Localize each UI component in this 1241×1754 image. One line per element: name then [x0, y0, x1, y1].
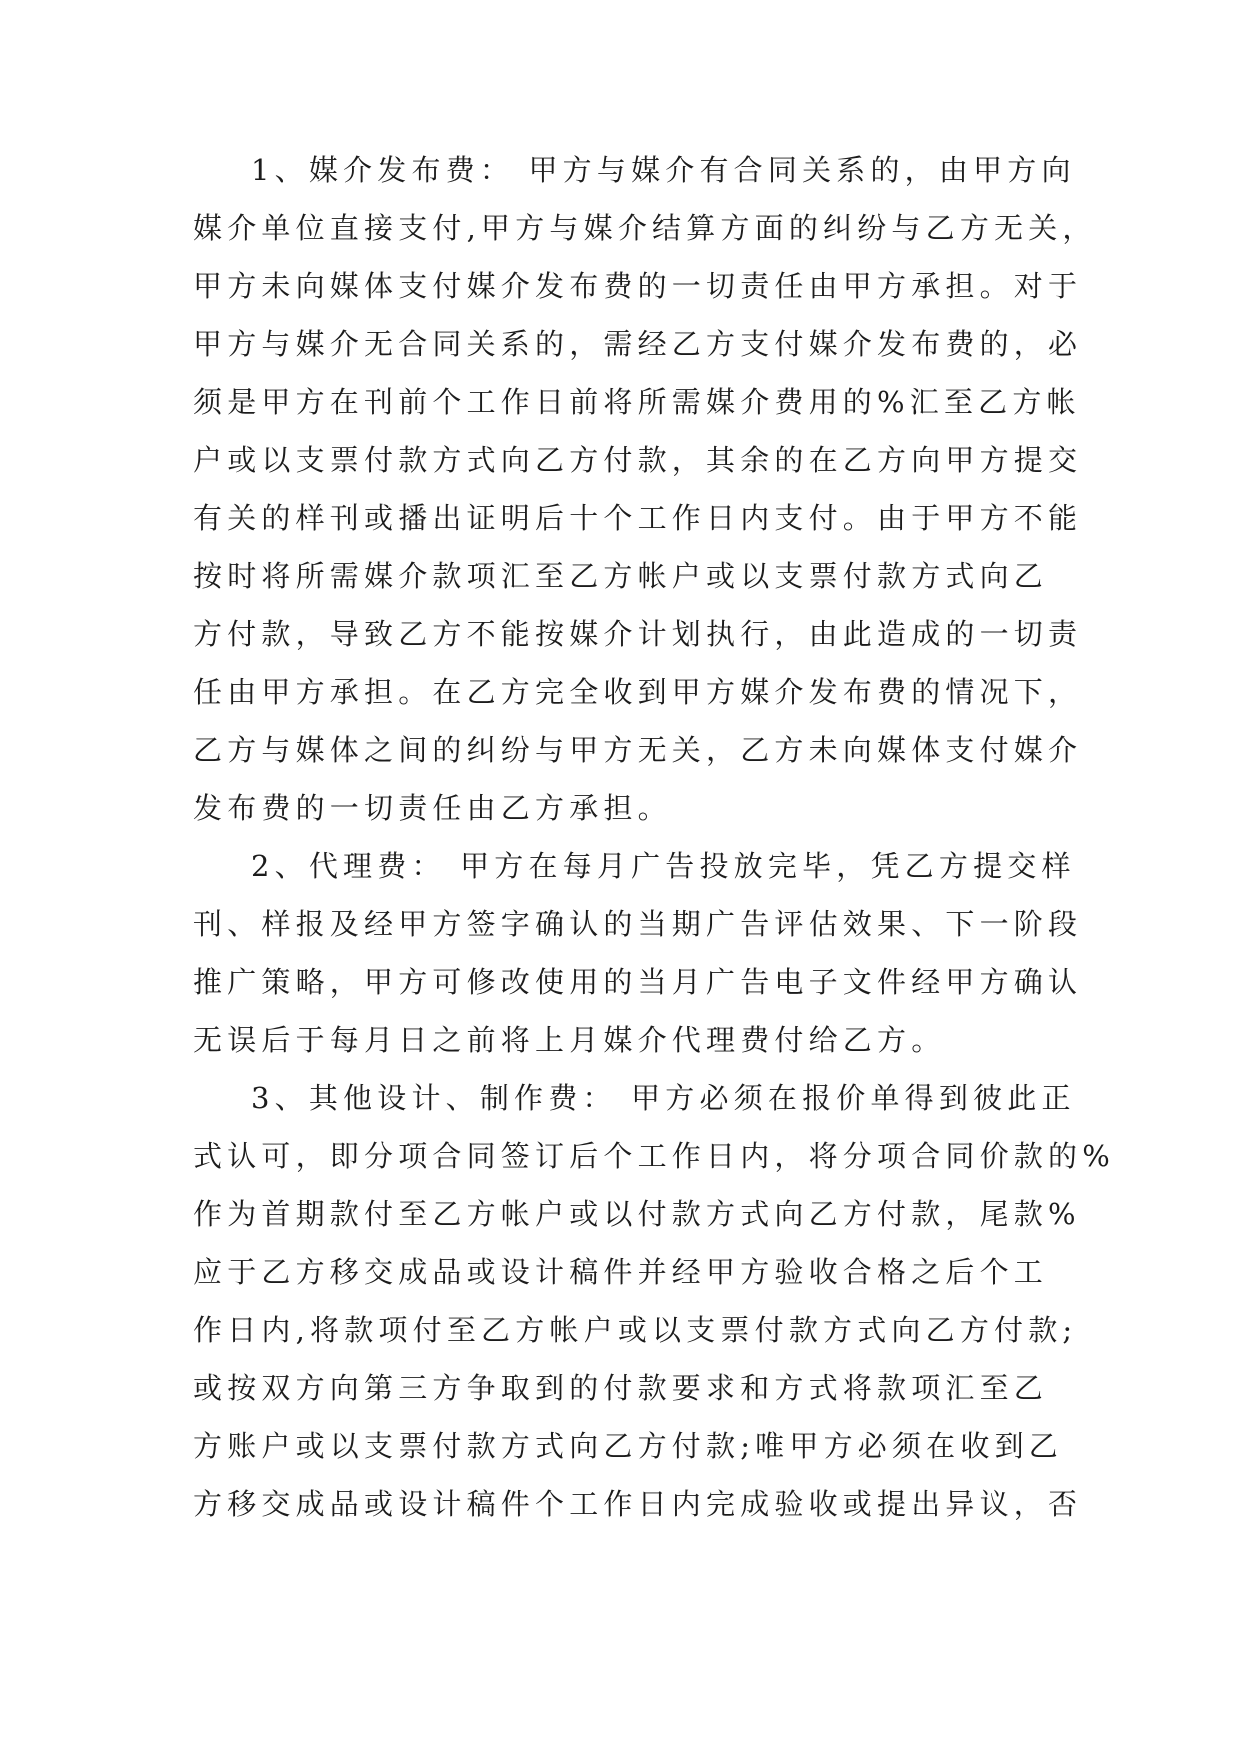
paragraph-1-line-3: 甲方未向媒体支付媒介发布费的一切责任由甲方承担。对于: [193, 269, 1083, 303]
paragraph-1-line-10: 任由甲方承担。在乙方完全收到甲方媒介发布费的情况下，: [193, 675, 1083, 709]
paragraph-3-line-7: 方账户或以支票付款方式向乙方付款;唯甲方必须在收到乙: [193, 1429, 1063, 1463]
paragraph-2-line-1: 2、代理费： 甲方在每月广告投放完毕，凭乙方提交样: [251, 849, 1076, 883]
paragraph-3-line-3: 作为首期款付至乙方帐户或以付款方式向乙方付款，尾款%: [193, 1197, 1081, 1231]
paragraph-3-line-4: 应于乙方移交成品或设计稿件并经甲方验收合格之后个工: [193, 1255, 1049, 1289]
paragraph-3-line-1: 3、其他设计、制作费： 甲方必须在报价单得到彼此正: [251, 1081, 1076, 1115]
paragraph-1-line-2: 媒介单位直接支付,甲方与媒介结算方面的纠纷与乙方无关，: [193, 211, 1097, 245]
paragraph-3-line-8: 方移交成品或设计稿件个工作日内完成验收或提出异议，否: [193, 1487, 1083, 1521]
paragraph-3-line-2: 式认可，即分项合同签订后个工作日内，将分项合同价款的%: [193, 1139, 1115, 1173]
paragraph-2-line-2: 刊、样报及经甲方签字确认的当期广告评估效果、下一阶段: [193, 907, 1083, 941]
paragraph-1-line-5: 须是甲方在刊前个工作日前将所需媒介费用的%汇至乙方帐: [193, 385, 1081, 419]
paragraph-1-line-12: 发布费的一切责任由乙方承担。: [193, 791, 672, 825]
paragraph-1-line-11: 乙方与媒体之间的纠纷与甲方无关，乙方未向媒体支付媒介: [193, 733, 1083, 767]
paragraph-1-line-4: 甲方与媒介无合同关系的，需经乙方支付媒介发布费的，必: [193, 327, 1083, 361]
paragraph-1-line-1: 1、媒介发布费： 甲方与媒介有合同关系的，由甲方向: [251, 153, 1076, 187]
paragraph-1-line-6: 户或以支票付款方式向乙方付款，其余的在乙方向甲方提交: [193, 443, 1083, 477]
paragraph-1-line-9: 方付款，导致乙方不能按媒介计划执行，由此造成的一切责: [193, 617, 1083, 651]
paragraph-1-line-7: 有关的样刊或播出证明后十个工作日内支付。由于甲方不能: [193, 501, 1083, 535]
paragraph-2-line-4: 无误后于每月日之前将上月媒介代理费付给乙方。: [193, 1023, 946, 1057]
paragraph-2-line-3: 推广策略，甲方可修改使用的当月广告电子文件经甲方确认: [193, 965, 1083, 999]
paragraph-3-line-6: 或按双方向第三方争取到的付款要求和方式将款项汇至乙: [193, 1371, 1049, 1405]
paragraph-3-line-5: 作日内,将款项付至乙方帐户或以支票付款方式向乙方付款;: [193, 1313, 1078, 1347]
paragraph-1-line-8: 按时将所需媒介款项汇至乙方帐户或以支票付款方式向乙: [193, 559, 1049, 593]
